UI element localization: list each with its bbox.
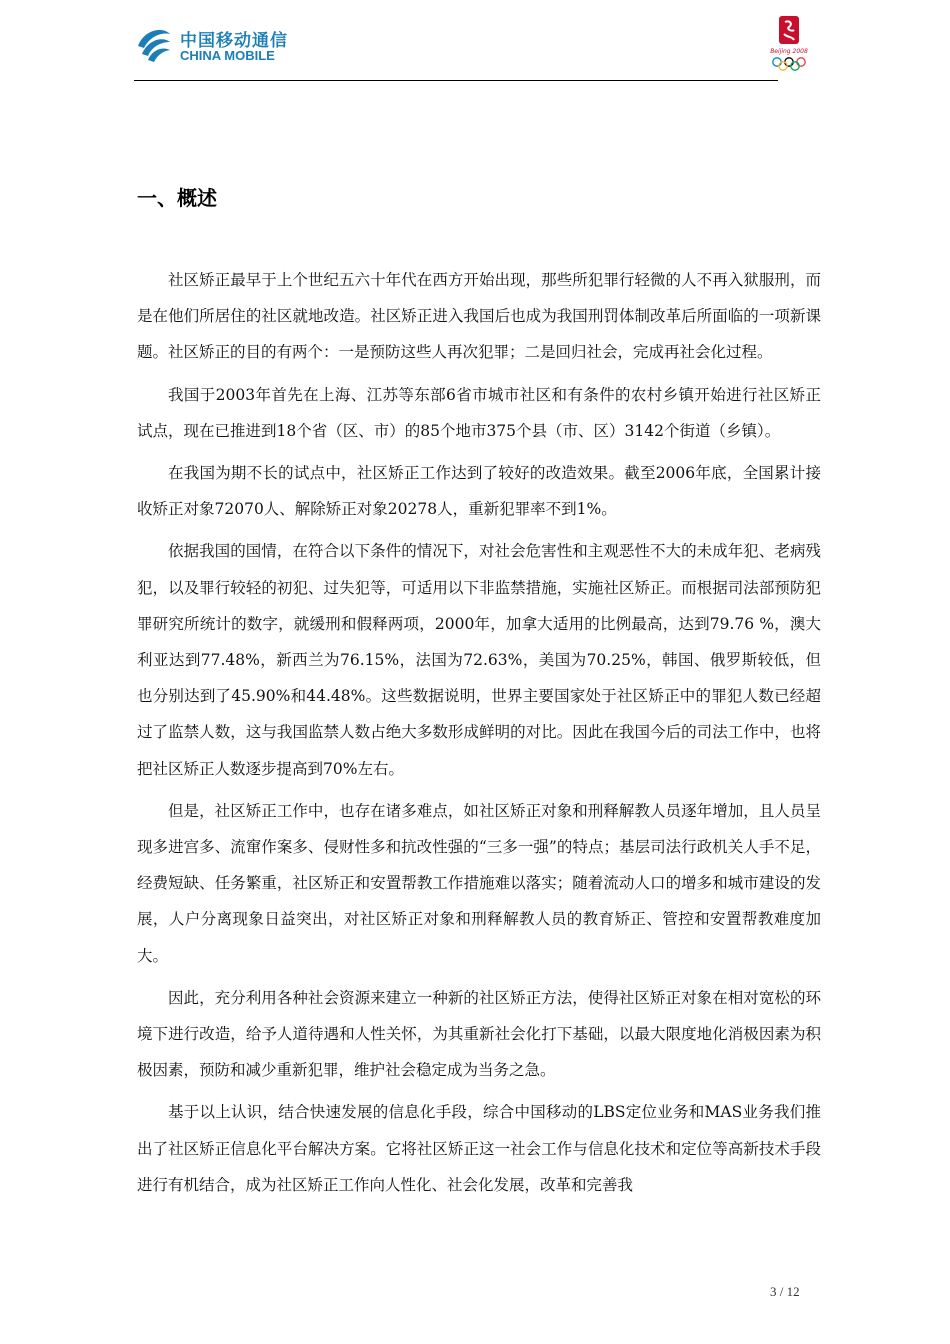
header-divider [134, 80, 778, 81]
logo-chinese-text: 中国移动通信 [180, 31, 288, 51]
paragraph-7: 基于以上认识，结合快速发展的信息化手段，综合中国移动的LBS定位业务和MAS业务我们推出了社区矫正信息化平台解决方案。它将社区矫正这一社会工作与信息化技术和定位等高新技术手段进行有机结合，成为社区矫正工作向人性化、社会化发展，改革和完善我 [137, 1103, 821, 1194]
beijing-2008-olympic-emblem [768, 14, 810, 72]
document-body [137, 262, 821, 1209]
olympic-emblem-icon [768, 14, 810, 72]
paragraph-6: 因此，充分利用各种社会资源来建立一种新的社区矫正方法，使得社区矫正对象在相对宽松的环境下进行改造，给予人道待遇和人性关怀，为其重新社会化打下基础，以最大限度地化消极因素为积极因素，预防和减少重新犯罪，维护社会稳定成为当务之急。 [137, 988, 821, 1080]
page-header [0, 0, 950, 90]
section-heading: 一、概述 [137, 186, 217, 210]
paragraph-4: 依据我国的国情，在符合以下条件的情况下，对社会危害性和主观恶性不大的未成年犯、老病残犯，以及罪行较轻的初犯、过失犯等，可适用以下非监禁措施，实施社区矫正。而根据司法部预防犯罪研究所统计的数字，就缓刑和假释两项，2000年，加拿大适用的比例最高，达到79.76 %，澳大利亚达到77.48%，新西兰为76.15%，法国为72.63%，美国为70.25%，韩国、俄罗斯较低，但也分别达到了45.90%和44.48%。这些数据说明，世界主要国家处于社区矫正中的罪犯人数已经超过了监禁人数，这与我国监禁人数占绝大多数形成鲜明的对比。因此在我国今后的司法工作中，也将把社区矫正人数逐步提高到70%左右。 [137, 542, 821, 778]
page-number: 3 / 12 [770, 1284, 800, 1299]
olympic-caption: Beijing 2008 [770, 48, 808, 55]
paragraph-2: 我国于2003年首先在上海、江苏等东部6省市城市社区和有条件的农村乡镇开始进行社区矫正试点，现在已推进到18个省（区、市）的85个地市375个县（市、区）3142个街道（乡镇）。 [137, 385, 821, 440]
china-mobile-logo-icon [134, 24, 174, 64]
logo-english-text: CHINA MOBILE [180, 48, 275, 63]
paragraph-3: 在我国为期不长的试点中，社区矫正工作达到了较好的改造效果。截至2006年底，全国累计接收矫正对象72070人、解除矫正对象20278人，重新犯罪率不到1%。 [137, 464, 821, 519]
paragraph-5: 但是，社区矫正工作中，也存在诸多难点，如社区矫正对象和刑释解教人员逐年增加，且人员呈现多进宫多、流窜作案多、侵财性多和抗改性强的“三多一强”的特点；基层司法行政机关人手不足，经费短缺、任务繁重，社区矫正和安置帮教工作措施难以落实；随着流动人口的增多和城市建设的发展，人户分离现象日益突出，对社区矫正对象和刑释解教人员的教育矫正、管控和安置帮教难度加大。 [137, 801, 821, 965]
paragraph-1: 社区矫正最早于上个世纪五六十年代在西方开始出现，那些所犯罪行轻微的人不再入狱服刑，而是在他们所居住的社区就地改造。社区矫正进入我国后也成为我国刑罚体制改革后所面临的一项新课题。社区矫正的目的有两个：一是预防这些人再次犯罪；二是回归社会，完成再社会化过程。 [137, 271, 821, 362]
china-mobile-logo [134, 24, 304, 68]
